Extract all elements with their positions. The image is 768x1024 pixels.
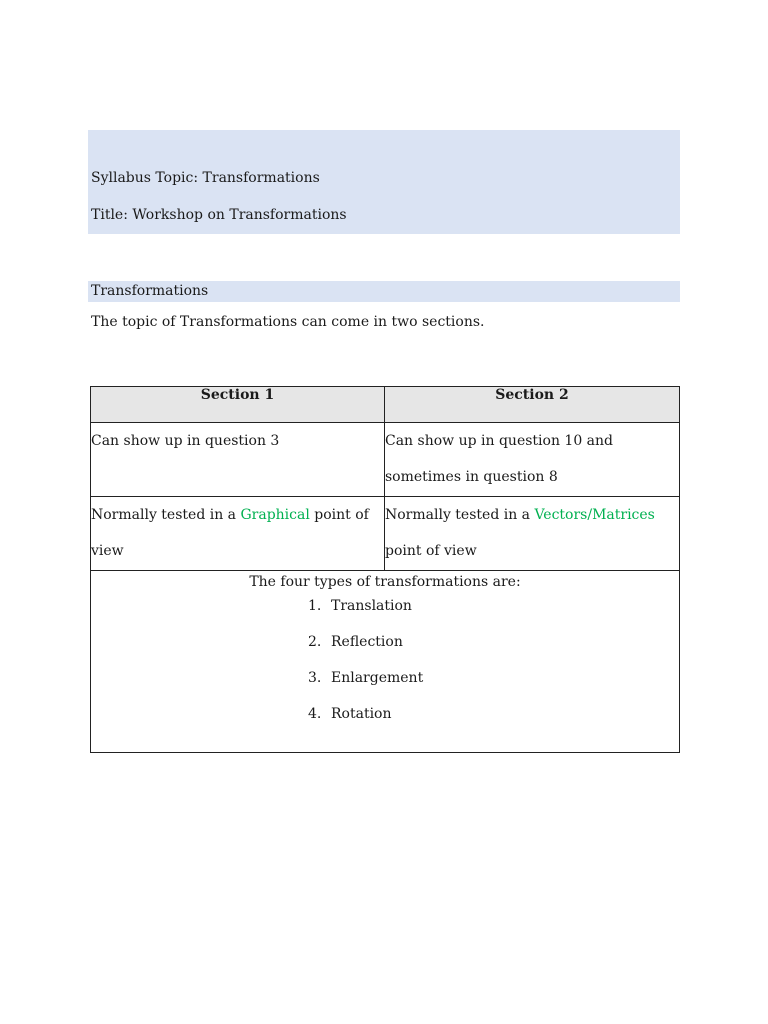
type-rotation: Rotation (331, 706, 392, 722)
list-number: 1. (308, 598, 322, 614)
graphical-highlight: Graphical (240, 507, 310, 523)
workshop-title: Title: Workshop on Transformations (91, 207, 347, 223)
sections-table (90, 386, 680, 753)
syllabus-header-box (88, 130, 680, 234)
intro-paragraph: The topic of Transformations can come in two sections. (91, 314, 485, 330)
section-1-header: Section 1 (91, 387, 385, 423)
types-intro: The four types of transformations are: (249, 574, 521, 590)
viewpoint-text: point of view (91, 507, 369, 559)
viewpoint-text: Normally tested in a (91, 507, 241, 523)
list-number: 2. (308, 634, 322, 650)
types-list (91, 592, 679, 736)
section-heading-bar (88, 281, 680, 302)
section-2-viewpoint-cell (385, 497, 680, 571)
section-2-header: Section 2 (385, 387, 680, 423)
list-item (91, 700, 679, 736)
list-item (91, 628, 679, 664)
section-heading: Transformations (91, 283, 209, 299)
section-1-question-cell: Can show up in question 3 (91, 423, 385, 497)
vectors-matrices-highlight: Vectors/Matrices (534, 507, 655, 523)
table-row (91, 497, 680, 571)
transformation-types-cell (91, 571, 680, 753)
viewpoint-text: Normally tested in a (385, 507, 535, 523)
type-reflection: Reflection (331, 634, 403, 650)
syllabus-topic: Syllabus Topic: Transformations (91, 170, 320, 186)
table-header-row (91, 387, 680, 423)
section-2-question-cell: Can show up in question 10 and sometimes in question 8 (385, 423, 680, 497)
table-row (91, 571, 680, 753)
section-1-viewpoint-cell (91, 497, 385, 571)
type-translation: Translation (331, 598, 412, 614)
table-row (91, 423, 680, 497)
list-number: 3. (308, 670, 322, 686)
list-item (91, 664, 679, 700)
viewpoint-text: point of view (385, 543, 477, 559)
type-enlargement: Enlargement (331, 670, 424, 686)
list-item (91, 592, 679, 628)
list-number: 4. (308, 706, 322, 722)
